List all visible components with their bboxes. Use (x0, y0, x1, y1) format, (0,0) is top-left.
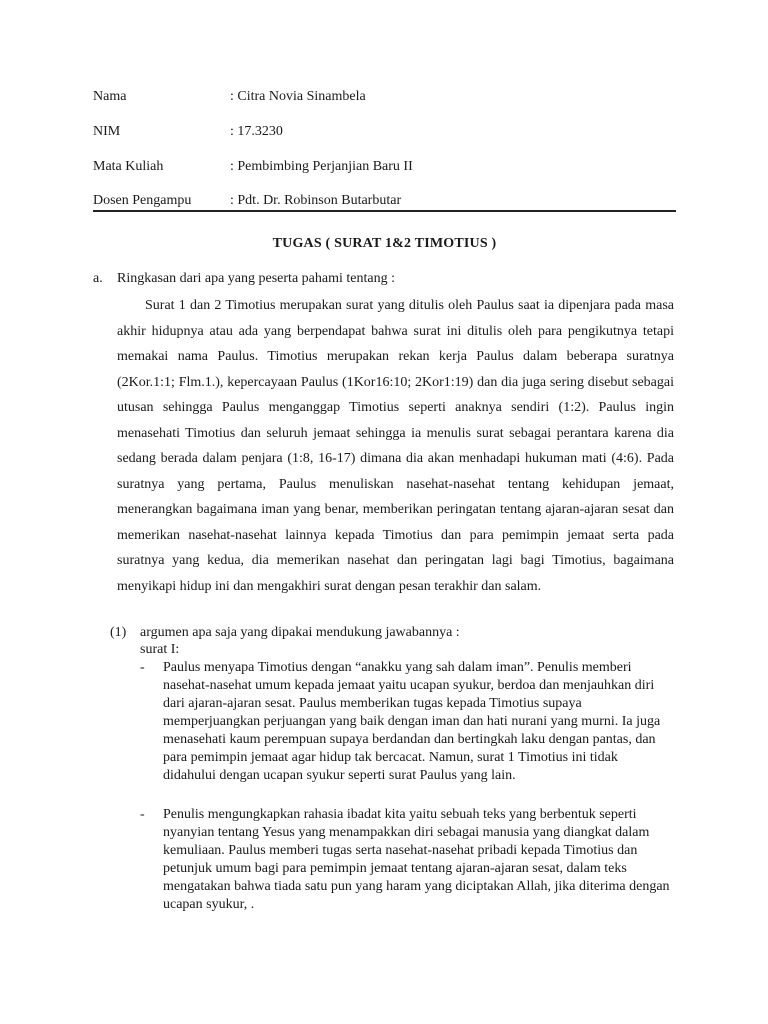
section-a-marker: a. (93, 271, 103, 286)
bullet-dash: - (140, 807, 145, 822)
header-label: Mata Kuliah (93, 159, 164, 174)
bullet-dash: - (140, 660, 145, 675)
header-value: : 17.3230 (230, 124, 283, 139)
header-label: Dosen Pengampu (93, 193, 192, 208)
header-value: : Pdt. Dr. Robinson Butarbutar (230, 193, 402, 208)
item-1-marker: (1) (110, 625, 127, 640)
bullet-text: Penulis mengungkapkan rahasia ibadat kita yaitu sebuah teks yang berbentuk seperti nyanyian tentang Yesus yang menampakkan diri sebagai manusia yang diangkat dalam kemuliaan. Paulus memberi tugas serta nasehat-nasehat pribadi kepada Timotius dan petunjuk umum bagi para pemimpin jemaat tentang ajaran-ajaran sesat, dalam teks mengatakan bahwa tiada satu pun yang haram yang diciptakan Allah, jika diterima dengan ucapan syukur, . (163, 807, 670, 912)
section-a-label: Ringkasan dari apa yang peserta pahami tentang : (117, 271, 395, 286)
summary-paragraph: Surat 1 dan 2 Timotius merupakan surat yang ditulis oleh Paulus saat ia dipenjara pada masa akhir hidupnya atau ada yang berpendapat bahwa surat ini ditulis oleh para pengikutnya tetapi memakai nama Paulus. Timotius merupakan rekan kerja Paulus dalam beberapa suratnya (2Kor.1:1; Flm.1.), kepercayaan Paulus (1Kor16:10; 2Kor1:19) dan dia juga sering disebut sebagai utusan sehingga Paulus menganggap Timotius seperti anaknya sendiri (1:2). Paulus ingin menasehati Timotius dan seluruh jemaat sehingga ia menulis surat sebagai perantara karena dia sedang berada dalam penjara (1:8, 16-17) dimana dia akan menhadapi hukuman mati (4:6). Pada suratnya yang pertama, Paulus menuliskan nasehat-nasehat tentang kehidupan jemaat, menerangkan bagaimana iman yang benar, memberikan peringatan tentang ajaran-ajaran sesat dan memerikan nasehat-nasehat lainnya kepada Timotius dan para pemimpin jemaat serta pada suratnya yang kedua, dia memerikan nasehat dan peringatan lagi bagi Timotius, bagaimana menyikapi hidup ini dan mengakhiri surat dengan pesan terakhir dan salam. (117, 298, 674, 594)
item-1-label: argumen apa saja yang dipakai mendukung jawabannya : (140, 625, 460, 640)
header-value: : Pembimbing Perjanjian Baru II (230, 159, 413, 174)
header-value: : Citra Novia Sinambela (230, 89, 366, 104)
document-title: TUGAS ( SURAT 1&2 TIMOTIUS ) (272, 236, 497, 251)
surat-1-label: surat I: (140, 642, 180, 657)
bullet-text: Paulus menyapa Timotius dengan “anakku yang sah dalam iman”. Penulis memberi nasehat-nasehat umum kepada jemaat yaitu ucapan syukur, berdoa dan menjauhkan diri dari ajaran-ajaran sesat. Paulus memberikan tugas kepada Timotius supaya memperjuangkan perjuangan yang baik dengan iman dan hati nurani yang murni. Ia juga menasehati kaum perempuan supaya berdandan dan bertingkah laku dengan pantas, dan para pemimpin jemaat agar hidup tak bercacat. Namun, surat 1 Timotius ini tidak didahului dengan ucapan syukur seperti surat Paulus yang lain. (163, 660, 661, 783)
header-label: NIM (93, 124, 121, 139)
header-divider (93, 210, 676, 212)
header-label: Nama (93, 89, 127, 104)
